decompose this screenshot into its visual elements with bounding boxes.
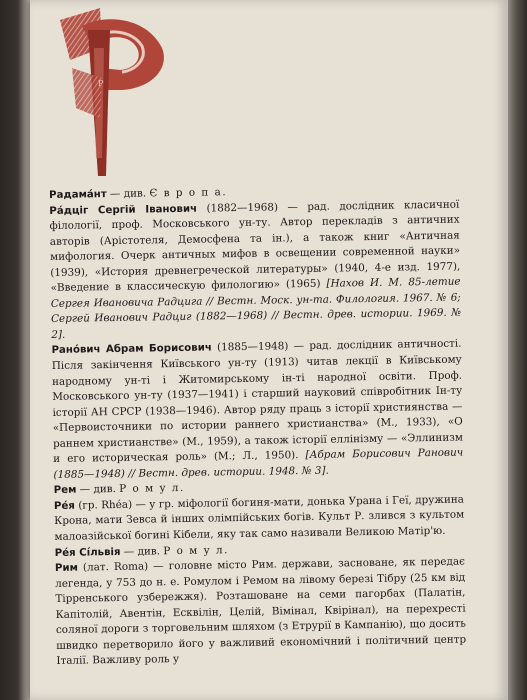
headword: Рим <box>54 562 78 575</box>
cross-reference: Є в р о п а. <box>149 186 228 200</box>
decorative-initial-letter-ornament <box>52 8 172 178</box>
headword: Ре́я Сі́львія <box>54 546 121 559</box>
entry-rym <box>55 555 467 670</box>
initial-letter: Р <box>98 79 104 88</box>
entry-text: — див. <box>120 544 164 558</box>
headword: Ра́дціг Сергій Іванович <box>49 203 198 217</box>
entry-ranovich <box>51 337 463 483</box>
entry-text: (1882—1968) — рад. дослідник класичної філології, проф. Московського ун-ту. Автор перекладів з античних авторів (Арістотеля, Демосфена та ін.), а також книг «Античная мифология. Очерк античных мифов в освещении современной науки» (1939), «История древнегреческой литературы» (1940, 4-е изд. 1977), «Введение в классическую филологию» (1965) <box>49 198 461 295</box>
literature-reference: [Нахов И. М. 85-летие Сергея Ивановича Радцига // Вестн. Моск. ун-та. Филология. 1967. № 6; Сергей Иванович Радциг (1882—1968) // Вестн. древ. истории. 1969. № 2]. <box>50 275 462 341</box>
cross-reference: Р о м у л. <box>163 543 229 557</box>
cross-reference: Р о м у л. <box>119 482 185 496</box>
headword: Радама́нт <box>49 189 107 201</box>
headword: Рано́вич Абрам Борисович <box>51 342 212 357</box>
entry-text: (1885—1948) — рад. дослідник античності. Після закінчення Київського ун-ту (1913) читав лекції в Київському народному ун-ті і Житомирському ін-ті народної освіти. Проф. Московського ун-ту (1937—1941) і старший науковий співробітник Ін-ту історії АН СРСР (1938—1946). Автор ряду праць з історії християнства — «Первоисточники по истории раннего христианства» (М., 1933), «О раннем христианстве» (М., 1959), а також історії еллінізму — «Эллинизм и его историческая роль» (М.; Л., 1950). <box>51 338 464 466</box>
entry-text: (лат. Roma) — головне місто Рим. держави, засноване, як передає легенда, у 753 до н. е. Ромулом і Ремом на лівому березі Тібру (25 км від Тірренського узбережжя). Розташоване на семи пагорбах (Палатін, Капітолій, Авентін, Есквілін, Целій, Вімінал, Квірінал), на перехресті соляної дороги з торговельним шляхом (з Етрурії в Кампанію), що досить швидко перетворило його у важливий економічний і політичний центр Італії. Важливу роль у <box>55 555 467 668</box>
headword: Рем <box>53 484 77 497</box>
entry-radtsig <box>49 197 461 343</box>
dictionary-entries <box>49 182 467 670</box>
entry-text: — див. <box>76 483 120 496</box>
entry-text: — див. <box>106 187 150 201</box>
book-spine-shadow <box>0 0 30 700</box>
entry-reya <box>54 492 465 545</box>
literature-reference: [Абрам Борисович Ранович (1885—1948) // Вестн. древ. истории. 1948. № 3]. <box>53 446 464 481</box>
headword: Ре́я <box>53 500 76 512</box>
entry-text: (гр. Rhéa) — у гр. міфології богиня-мати, донька Урана і Геї, дружина Крона, мати Зевса й інших олімпійських богів. Культ Р. злився з культом малоазійської богині Кібели, яку так само називали Великою Матір'ю. <box>54 493 465 543</box>
page-edge-shadow <box>508 0 527 700</box>
